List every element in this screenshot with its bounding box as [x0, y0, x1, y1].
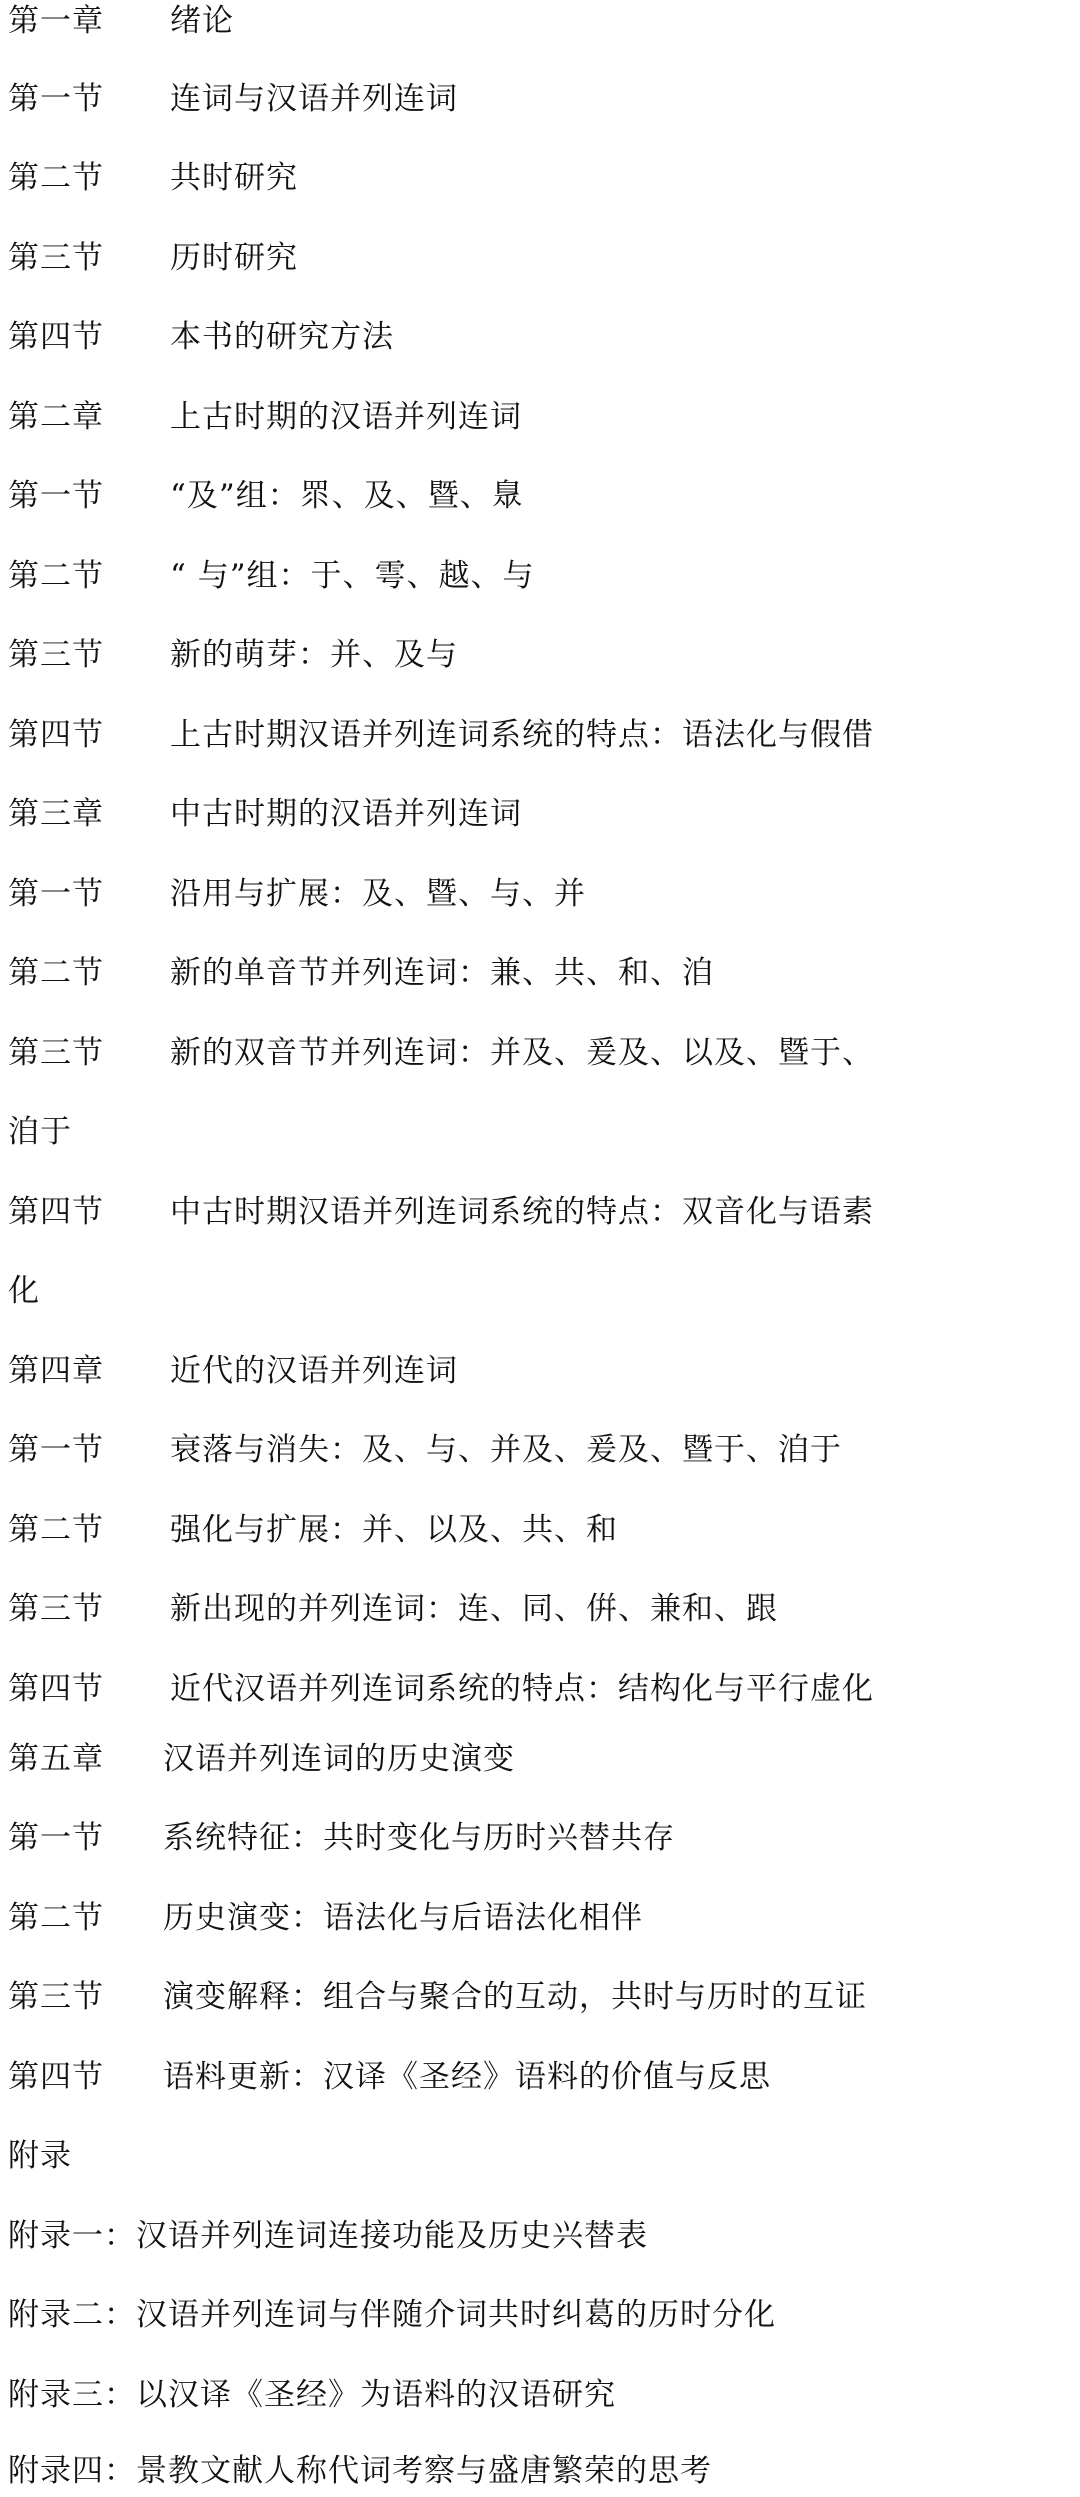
toc-label: 第三节: [8, 1591, 104, 1627]
toc-title: 中古时期汉语并列连词系统的特点：双音化与语素: [170, 1194, 874, 1230]
toc-title: 语料更新：汉译《圣经》语料的价值与反思: [163, 2059, 771, 2095]
toc-label: 第五章: [8, 1741, 104, 1777]
toc-title: 新的单音节并列连词：兼、共、和、洎: [170, 955, 714, 991]
toc-label: 第一节: [8, 478, 104, 514]
toc-title: 演变解释：组合与聚合的互动，共时与历时的互证: [163, 1979, 867, 2015]
toc-chapter-2: [8, 392, 1072, 442]
toc-title: 新的双音节并列连词：并及、爰及、以及、暨于、: [170, 1035, 874, 1071]
toc-section: [8, 948, 1072, 998]
toc-label: 附录二：: [8, 2297, 136, 2333]
toc-title: 上古时期的汉语并列连词: [170, 399, 522, 435]
toc-title: 景教文献人称代词考察与盛唐繁荣的思考: [136, 2453, 712, 2489]
toc-title: 近代汉语并列连词系统的特点：结构化与平行虚化: [170, 1671, 874, 1707]
toc-label: 第一节: [8, 81, 104, 117]
toc-title: 衰落与消失：及、与、并及、爰及、暨于、洎于: [170, 1432, 842, 1468]
toc-label: 第一章: [8, 3, 104, 39]
toc-title: 本书的研究方法: [170, 319, 394, 355]
toc-section: [8, 551, 1072, 601]
toc-label: 第三节: [8, 637, 104, 673]
toc-title: 洎于: [8, 1114, 72, 1150]
toc-section: [8, 1893, 1072, 1943]
toc-title: 上古时期汉语并列连词系统的特点：语法化与假借: [170, 717, 874, 753]
toc-label: 第四节: [8, 717, 104, 753]
toc-label: 第四节: [8, 319, 104, 355]
toc-title: 汉语并列连词与伴随介词共时纠葛的历时分化: [136, 2297, 776, 2333]
toc-label: 第一节: [8, 876, 104, 912]
toc-label: 第二节: [8, 1512, 104, 1548]
toc-continuation: [8, 1107, 1072, 1157]
toc-title: “及”组：眔、及、暨、臮: [170, 478, 524, 514]
toc-label: 第二节: [8, 160, 104, 196]
toc-section: [8, 869, 1072, 919]
toc-section: [8, 1664, 1072, 1714]
toc-title: 近代的汉语并列连词: [170, 1353, 458, 1389]
toc-label: 第一节: [8, 1820, 104, 1856]
toc-title: 绪论: [170, 3, 234, 39]
toc-section: [8, 710, 1072, 760]
toc-label: 第二节: [8, 955, 104, 991]
toc-section: [8, 312, 1072, 362]
toc-section: [8, 630, 1072, 680]
toc-label: 附录一：: [8, 2218, 136, 2254]
toc-section: [8, 1584, 1072, 1634]
toc-title: 汉语并列连词的历史演变: [163, 1741, 515, 1777]
toc-section: [8, 2052, 1072, 2102]
toc-title: “ 与”组：于、雩、越、与: [170, 558, 535, 594]
toc-section: [8, 1813, 1072, 1863]
toc-label: 第二章: [8, 399, 104, 435]
toc-section: [8, 1972, 1072, 2022]
toc-label: 第三节: [8, 1035, 104, 1071]
toc-label: 第二节: [8, 1900, 104, 1936]
toc-section: [8, 1028, 1072, 1078]
toc-label: 第三章: [8, 796, 104, 832]
toc-label: 第三节: [8, 240, 104, 276]
toc-section: [8, 1425, 1072, 1475]
toc-section: [8, 153, 1072, 203]
toc-label: 第四章: [8, 1353, 104, 1389]
toc-title: 系统特征：共时变化与历时兴替共存: [163, 1820, 675, 1856]
toc-title: 汉语并列连词连接功能及历史兴替表: [136, 2218, 648, 2254]
toc-section: [8, 471, 1072, 521]
toc-label: 第四节: [8, 2059, 104, 2095]
toc-section: [8, 1187, 1072, 1237]
toc-appendix: [8, 2446, 1072, 2496]
toc-section: [8, 233, 1072, 283]
toc-chapter-4: [8, 1346, 1072, 1396]
toc-section: [8, 74, 1072, 124]
toc-appendix: [8, 2290, 1072, 2340]
toc-title: 新出现的并列连词：连、同、倂、兼和、跟: [170, 1591, 778, 1627]
toc-title: 以汉译《圣经》为语料的汉语研究: [136, 2377, 616, 2413]
toc-chapter-1: [8, 0, 1072, 46]
toc-appendix: [8, 2211, 1072, 2261]
toc-title: 连词与汉语并列连词: [170, 81, 458, 117]
toc-label: 附录三：: [8, 2377, 136, 2413]
toc-chapter-3: [8, 789, 1072, 839]
toc-title: 强化与扩展：并、以及、共、和: [170, 1512, 618, 1548]
toc-title: 中古时期的汉语并列连词: [170, 796, 522, 832]
toc-title: 化: [8, 1273, 40, 1309]
toc-label: 第三节: [8, 1979, 104, 2015]
toc-appendix: [8, 2370, 1072, 2420]
toc-label: 附录四：: [8, 2453, 136, 2489]
toc-section: [8, 1505, 1072, 1555]
toc-title: 历史演变：语法化与后语法化相伴: [163, 1900, 643, 1936]
toc-chapter-5: [8, 1734, 1072, 1784]
toc-label: 附录: [8, 2138, 72, 2174]
toc-label: 第四节: [8, 1671, 104, 1707]
toc-continuation: [8, 1266, 1072, 1316]
toc-label: 第一节: [8, 1432, 104, 1468]
toc-label: 第二节: [8, 558, 104, 594]
toc-title: 历时研究: [170, 240, 298, 276]
toc-title: 沿用与扩展：及、暨、与、并: [170, 876, 586, 912]
toc-label: 第四节: [8, 1194, 104, 1230]
toc-appendix-heading: [8, 2131, 1072, 2181]
toc-title: 共时研究: [170, 160, 298, 196]
toc-title: 新的萌芽：并、及与: [170, 637, 458, 673]
